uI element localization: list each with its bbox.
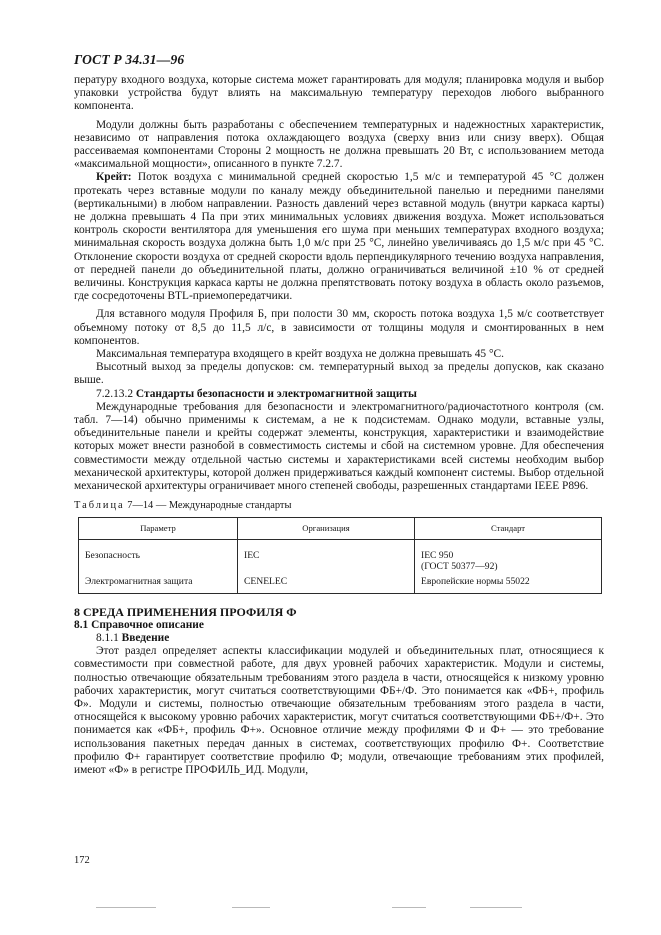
paragraph-max-temp: Максимальная температура входящего в крейт воздуха не должна превышать 45 °С. — [96, 348, 504, 361]
heading-title: Справочное описание — [91, 618, 204, 631]
paragraph-modules: Модули должны быть разработаны с обеспечением температурных и надежностных характеристик, независимо от направления потока охлаждающего воздуха (сверху вниз или снизу вверх). Общая рассеиваемая компонентами Стороны 2 мощность не должна превышать 20 Вт, с использованием метода «максимальной мощности», описанного в пункте 7.2.7. — [74, 118, 604, 171]
scan-line-mark — [392, 907, 426, 908]
col-header-parameter: Параметр — [79, 517, 238, 539]
scan-line-mark — [96, 907, 156, 908]
table-row — [79, 539, 602, 574]
heading-8-1 — [74, 619, 604, 632]
paragraph-profile-b: Для вставного модуля Профиля Б, при полости 30 мм, скорость потока воздуха 1,5 м/с соответствует объемному потоку от 8,5 до 11,5 л/с, в зависимости от толщины модуля и смонтированных в нем компонентов. — [74, 308, 604, 347]
page-body — [74, 74, 604, 777]
table-header-row — [79, 517, 602, 539]
page-number: 172 — [74, 855, 90, 866]
col-header-organization: Организация — [238, 517, 415, 539]
paragraph-intl-requirements: Международные требования для безопасности и электромагнитного/радиочастотного контроля (см. табл. 7—14) обычно применимы к системам, а не к подсистемам. Однако модули, вставные узлы, объединительные панели и крейты содержат элементы, конструкция, характеристики и взаимодействие которых может внести разнобой в совместимость системы и сбой на системном уровне. Для обеспечения совместимости между отдельной частью системы и характеристиками всей системы необходим выбор механической архитектуры, которой должен придерживаться каждый компонент системы. Выбор отдельной механической архитектуры ограничивает много степеней свободы, разрешенных стандартами IEEE P896. — [74, 400, 604, 493]
standard-code-header: ГОСТ Р 34.31—96 — [74, 52, 185, 67]
paragraph-profile-f-intro: Этот раздел определяет аспекты классификации модулей и объединительных плат, относящиеся к совместимости при совместной работе, для двух уровней рабочих характеристик. Модули и системы, полностью отвечающие обязательным требованиям этого раздела в части, относящейся к низкому уровню рабочих характеристик, могут считаться соответствующими ФБ+/Ф. Это понимается как «ФБ+, профиль Ф». Модули и системы, полностью отвечающие обязательным требованиям этого раздела в части, относящейся к высокому уровню рабочих характеристик, могут считаться соответствующими ФБ+/Ф+. Это понимается как «ФБ+, профиль Ф+». Основное отличие между профилями Ф и Ф+ — это требование использования пакетных передач данных в системах, соответствующих профилю Ф+. Соответствие профилю Ф+ гарантирует соответствие профилю Ф; модули, отвечающие требованиям этих профилей, имеют «Ф» в регистре ПРОФИЛЬ_ИД. Модули, — [74, 645, 604, 776]
table-row — [79, 574, 602, 594]
cell-standard: Европейские нормы 55022 — [415, 574, 602, 594]
standards-table — [78, 517, 602, 594]
table-caption-word: Таблица — [74, 500, 125, 512]
paragraph-crate — [74, 171, 604, 303]
scan-line-mark — [470, 907, 522, 908]
heading-number: 8.1.1 — [96, 631, 119, 644]
scan-line-mark — [232, 907, 270, 908]
table-caption-text: 7—14 — Международные стандарты — [127, 500, 292, 512]
heading-number: 8.1 — [74, 618, 89, 631]
heading-title: Введение — [121, 631, 170, 644]
heading-number: 7.2.13.2 — [96, 387, 134, 400]
cell-organization: CENELEC — [238, 574, 415, 594]
heading-title: Стандарты безопасности и электромагнитной защиты — [135, 387, 417, 400]
crate-text: Поток воздуха с минимальной средней скоростью 1,5 м/с и температурой 45 °С должен протекать через вставные модули по каналу между объединительной панелью и передними панелями (вертикальными) в любом направлении. Разность давлений через вставной модуль (внутри каркаса карты) не должна превышать 4 Па при этих минимальных условиях движения воздуха. Может использоваться контроль скорости вентилятора для уменьшения его шума при меньших температурах входного воздуха; минимальная скорость воздуха должна быть 1,0 м/с при 25 °С, линейно увеличиваясь до 1,5 м/с при 45 °С. Отклонение скорости воздуха от средней скорости вдоль перпендикулярного течению воздуха направления, от передней панели до объединительной платы, должно ограничиваться величиной ±10 % от средней величины. Конструкция каркаса карты не должна препятствовать потоку воздуха в область около разъемов, где сосредоточены BTL-приемопередатчики. — [74, 171, 604, 303]
cell-standard — [415, 539, 602, 574]
col-header-standard: Стандарт — [415, 517, 602, 539]
cell-parameter: Электромагнитная защита — [79, 574, 238, 594]
paragraph-continued: пературу входного воздуха, которые система может гарантировать для модуля; планировка модуля и выбор упаковки устройства будут влиять на максимальную температуру переходов любого выбранного компонента. — [74, 74, 604, 113]
cell-organization: IEC — [238, 539, 415, 574]
table-caption — [74, 499, 604, 512]
cell-parameter: Безопасность — [79, 539, 238, 574]
cell-standard-line: IEC 950 — [421, 549, 454, 561]
heading-7-2-13-2 — [74, 388, 604, 401]
paragraph-altitude: Высотный выход за пределы допусков: см. температурный выход за пределы допусков, как сказано выше. — [74, 361, 604, 387]
heading-section-8: 8 СРЕДА ПРИМЕНЕНИЯ ПРОФИЛЯ Ф — [74, 604, 297, 619]
crate-run-in: Крейт: — [96, 171, 132, 184]
heading-8-1-1 — [74, 632, 604, 645]
cell-standard-line: (ГОСТ 50377—92) — [421, 560, 498, 572]
